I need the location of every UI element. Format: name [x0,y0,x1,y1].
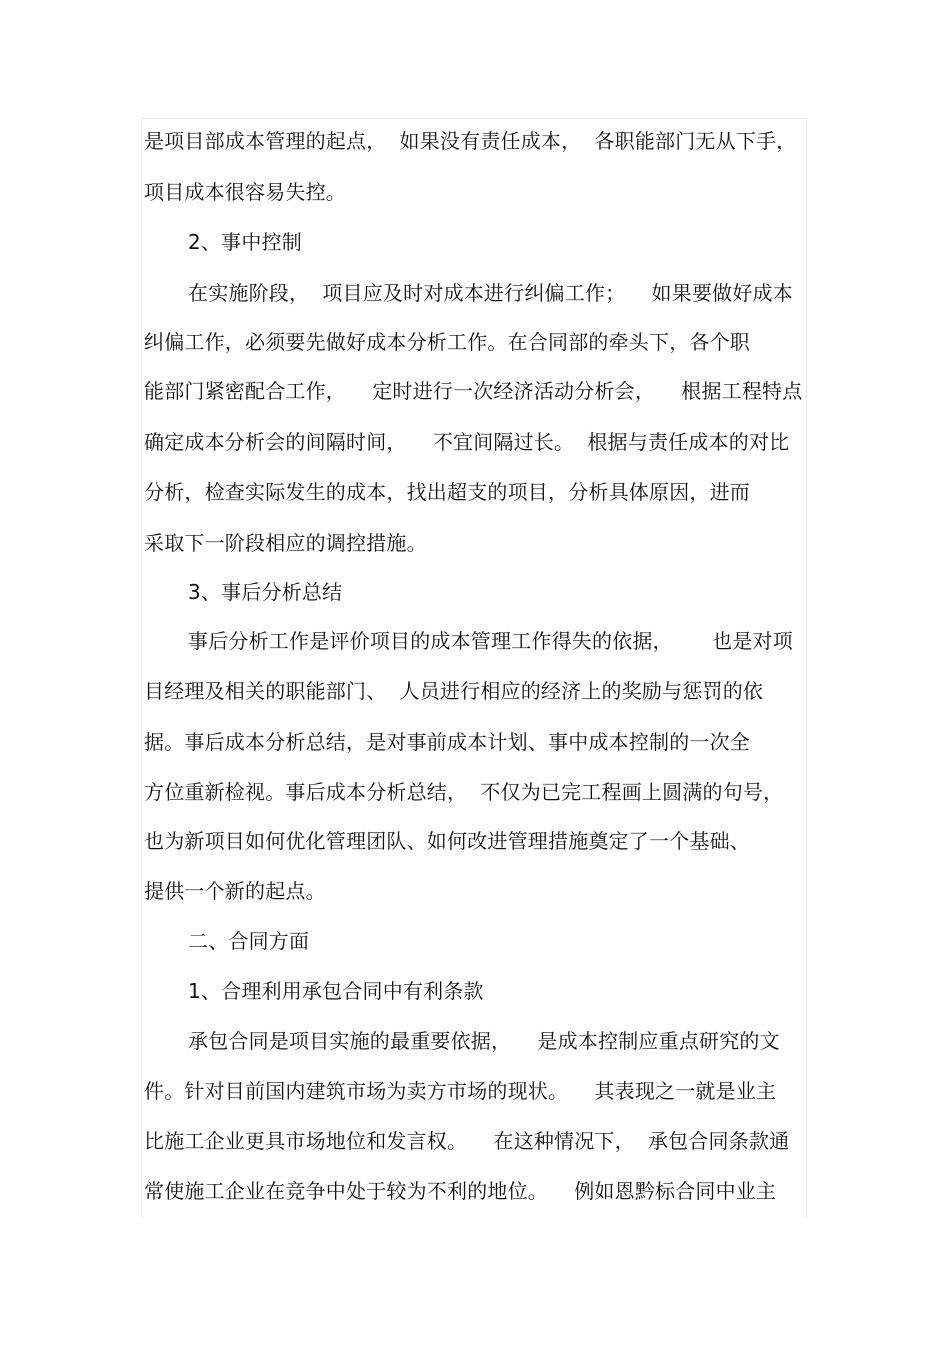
text-line: 是项目部成本管理的起点， 如果没有责任成本， 各职能部门无从下手， [144,129,797,153]
text-line: 据。事后成本分析总结，是对事前成本计划、事中成本控制的一次全 [144,730,750,754]
text-line: 能部门紧密配合工作， 定时进行一次经济活动分析会， 根据工程特点 [144,379,803,403]
text-line: 比施工企业更具市场地位和发言权。 在这种情况下， 承包合同条款通 [144,1129,790,1153]
text-line: 项目成本很容易失控。 [144,180,346,204]
text-line: 事后分析工作是评价项目的成本管理工作得失的依据， 也是对项 [188,629,793,653]
text-line: 提供一个新的起点。 [144,879,326,903]
text-line: 也为新项目如何优化管理团队、如何改进管理措施奠定了一个基础、 [144,829,750,853]
text-line: 确定成本分析会的间隔时间， 不宜间隔过长。 根据与责任成本的对比 [144,430,790,454]
text-line: 在实施阶段， 项目应及时对成本进行纠偏工作； 如果要做好成本 [188,281,793,305]
text-line: 纠偏工作，必须要先做好成本分析工作。在合同部的牵头下，各个职 [144,330,750,354]
text-line: 方位重新检视。事后成本分析总结， 不仅为已完工程画上圆满的句号， [144,780,784,804]
text-line: 承包合同是项目实施的最重要依据， 是成本控制应重点研究的文 [188,1029,780,1053]
text-line: 常使施工企业在竞争中处于较为不利的地位。 例如恩黔标合同中业主 [144,1179,777,1203]
text-line: 目经理及相关的职能部门、 人员进行相应的经济上的奖励与惩罚的依 [144,679,764,703]
section-heading: 3、事后分析总结 [188,580,343,604]
section-heading: 1、合理利用承包合同中有利条款 [188,979,484,1003]
section-heading: 二、合同方面 [188,929,310,953]
text-line: 采取下一阶段相应的调控措施。 [144,531,427,555]
text-line: 件。针对目前国内建筑市场为卖方市场的现状。 其表现之一就是业主 [144,1079,777,1103]
text-line: 分析，检查实际发生的成本，找出超支的项目，分析具体原因，进而 [144,480,750,504]
section-heading: 2、事中控制 [188,230,302,254]
